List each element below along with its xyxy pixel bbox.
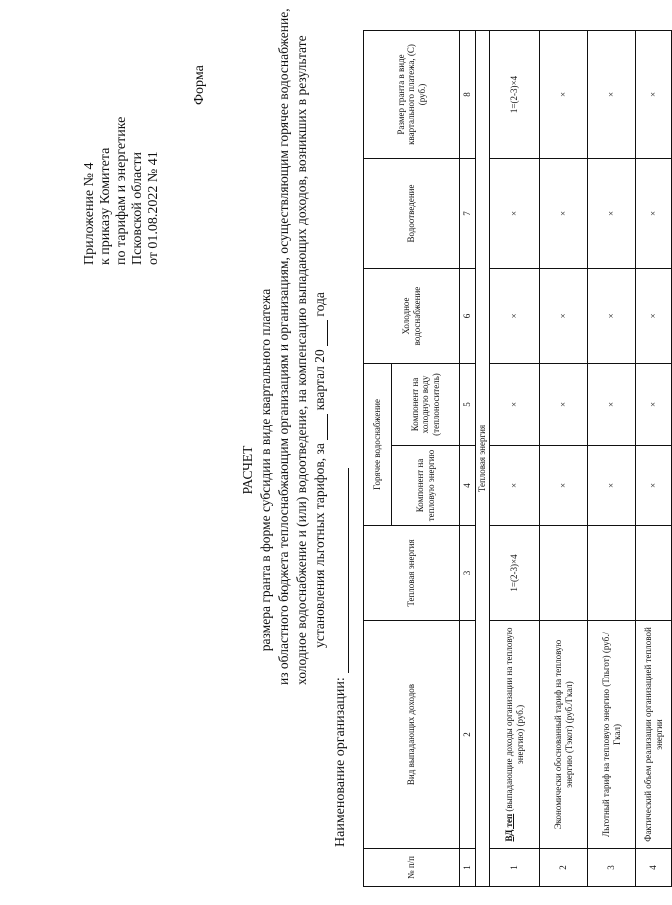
header-heat: Тепловая энергия bbox=[364, 526, 460, 621]
column-number: 2 bbox=[460, 621, 476, 849]
row-number: 4 bbox=[636, 849, 672, 887]
cell-grant: × bbox=[588, 31, 636, 159]
row-label-text: Фактический объем реализации организацией тепловой энергии bbox=[643, 627, 664, 842]
row-label bbox=[490, 621, 540, 849]
title-line-4 bbox=[312, 255, 328, 685]
cell-sewerage: × bbox=[636, 159, 672, 269]
column-number: 3 bbox=[460, 526, 476, 621]
column-number: 4 bbox=[460, 446, 476, 526]
section-heat-energy: Тепловая энергия bbox=[476, 31, 490, 887]
subsidy-table bbox=[363, 30, 672, 887]
cell-hot-comp-water: × bbox=[540, 364, 588, 446]
table-row bbox=[540, 31, 588, 887]
header-num: № п/п bbox=[364, 849, 460, 887]
header-hot-water: Горячее водоснабжение bbox=[364, 364, 392, 526]
header-sewerage: Водоотведение bbox=[364, 159, 460, 269]
cell-heat bbox=[588, 526, 636, 621]
column-number: 5 bbox=[460, 364, 476, 446]
cell-sewerage: × bbox=[588, 159, 636, 269]
title-line-1: размера гранта в форме субсидии в виде квартального платежа bbox=[258, 288, 273, 652]
column-number: 8 bbox=[460, 31, 476, 159]
organization-label: Наименование организации: bbox=[333, 677, 348, 847]
cell-grant: 1=(2-3)×4 bbox=[490, 31, 540, 159]
row-label-text: Экономически обоснованный тариф на тепловую энергию (Тэкот) (руб./Гкал) bbox=[553, 639, 574, 830]
title-line-4-end: года bbox=[312, 292, 327, 317]
cell-heat bbox=[636, 526, 672, 621]
cell-sewerage: × bbox=[490, 159, 540, 269]
column-number: 6 bbox=[460, 269, 476, 364]
cell-cold-water: × bbox=[588, 269, 636, 364]
cell-cold-water: × bbox=[490, 269, 540, 364]
column-number: 7 bbox=[460, 159, 476, 269]
cell-cold-water: × bbox=[636, 269, 672, 364]
cell-hot-comp-water: × bbox=[490, 364, 540, 446]
appendix-line: Приложение № 4 bbox=[82, 162, 97, 265]
cell-grant: × bbox=[540, 31, 588, 159]
header-cold-water: Холодное водоснабжение bbox=[364, 269, 460, 364]
year-blank bbox=[315, 320, 328, 346]
row-label bbox=[636, 621, 672, 849]
cell-hot-comp-water: × bbox=[588, 364, 636, 446]
row-label-text: (выпадающие доходы организации на тепловую энергию) (руб.) bbox=[504, 627, 525, 814]
row-number: 2 bbox=[540, 849, 588, 887]
document-heading: РАСЧЕТ bbox=[240, 445, 255, 495]
appendix-block bbox=[82, 117, 162, 265]
cell-grant: × bbox=[636, 31, 672, 159]
appendix-line: от 01.08.2022 № 41 bbox=[146, 151, 161, 265]
title-line-3: холодное водоснабжение и (или) водоотведение, на компенсацию выпадающих доходов, возникших в результате bbox=[294, 35, 309, 685]
cell-hot-comp-energy: × bbox=[588, 446, 636, 526]
cell-hot-comp-water: × bbox=[636, 364, 672, 446]
appendix-line: Псковской области bbox=[130, 151, 145, 265]
row-label bbox=[540, 621, 588, 849]
table-row bbox=[636, 31, 672, 887]
header-type: Вид выпадающих доходов bbox=[364, 621, 460, 849]
header-hot-comp-energy: Компонент на тепловую энергию bbox=[392, 446, 460, 526]
row-label-bold: ВД теп bbox=[504, 813, 514, 842]
table-row bbox=[490, 31, 540, 887]
cell-hot-comp-energy: × bbox=[540, 446, 588, 526]
quarter-blank bbox=[315, 414, 328, 440]
organization-row bbox=[333, 468, 349, 847]
cell-heat: 1=(2-3)×4 bbox=[490, 526, 540, 621]
row-number: 3 bbox=[588, 849, 636, 887]
appendix-line: по тарифам и энергетике bbox=[114, 116, 129, 265]
title-line-4-middle: квартал 20 bbox=[312, 349, 327, 411]
cell-sewerage: × bbox=[540, 159, 588, 269]
header-grant: Размер гранта в виде квартального платежа, (C) (руб.) bbox=[364, 31, 460, 159]
appendix-line: к приказу Комитета bbox=[98, 147, 113, 265]
organization-blank bbox=[336, 468, 349, 673]
cell-hot-comp-energy: × bbox=[490, 446, 540, 526]
header-hot-comp-water: Компонент на холодную воду (теплоноситель) bbox=[392, 364, 460, 446]
cell-cold-water: × bbox=[540, 269, 588, 364]
form-label: Форма bbox=[192, 65, 207, 105]
table-row bbox=[588, 31, 636, 887]
row-number: 1 bbox=[490, 849, 540, 887]
row-label-text: Льготный тариф на тепловую энергию (Тльгот) (руб./Гкал) bbox=[601, 632, 622, 837]
title-line-4-start: установления льготных тарифов, за bbox=[312, 443, 327, 648]
cell-heat bbox=[540, 526, 588, 621]
row-label bbox=[588, 621, 636, 849]
title-line-2: из областного бюджета теплоснабжающим организациям и организациям, осуществляющим горячее водоснабжение, bbox=[276, 8, 291, 685]
cell-hot-comp-energy: × bbox=[636, 446, 672, 526]
column-number: 1 bbox=[460, 849, 476, 887]
